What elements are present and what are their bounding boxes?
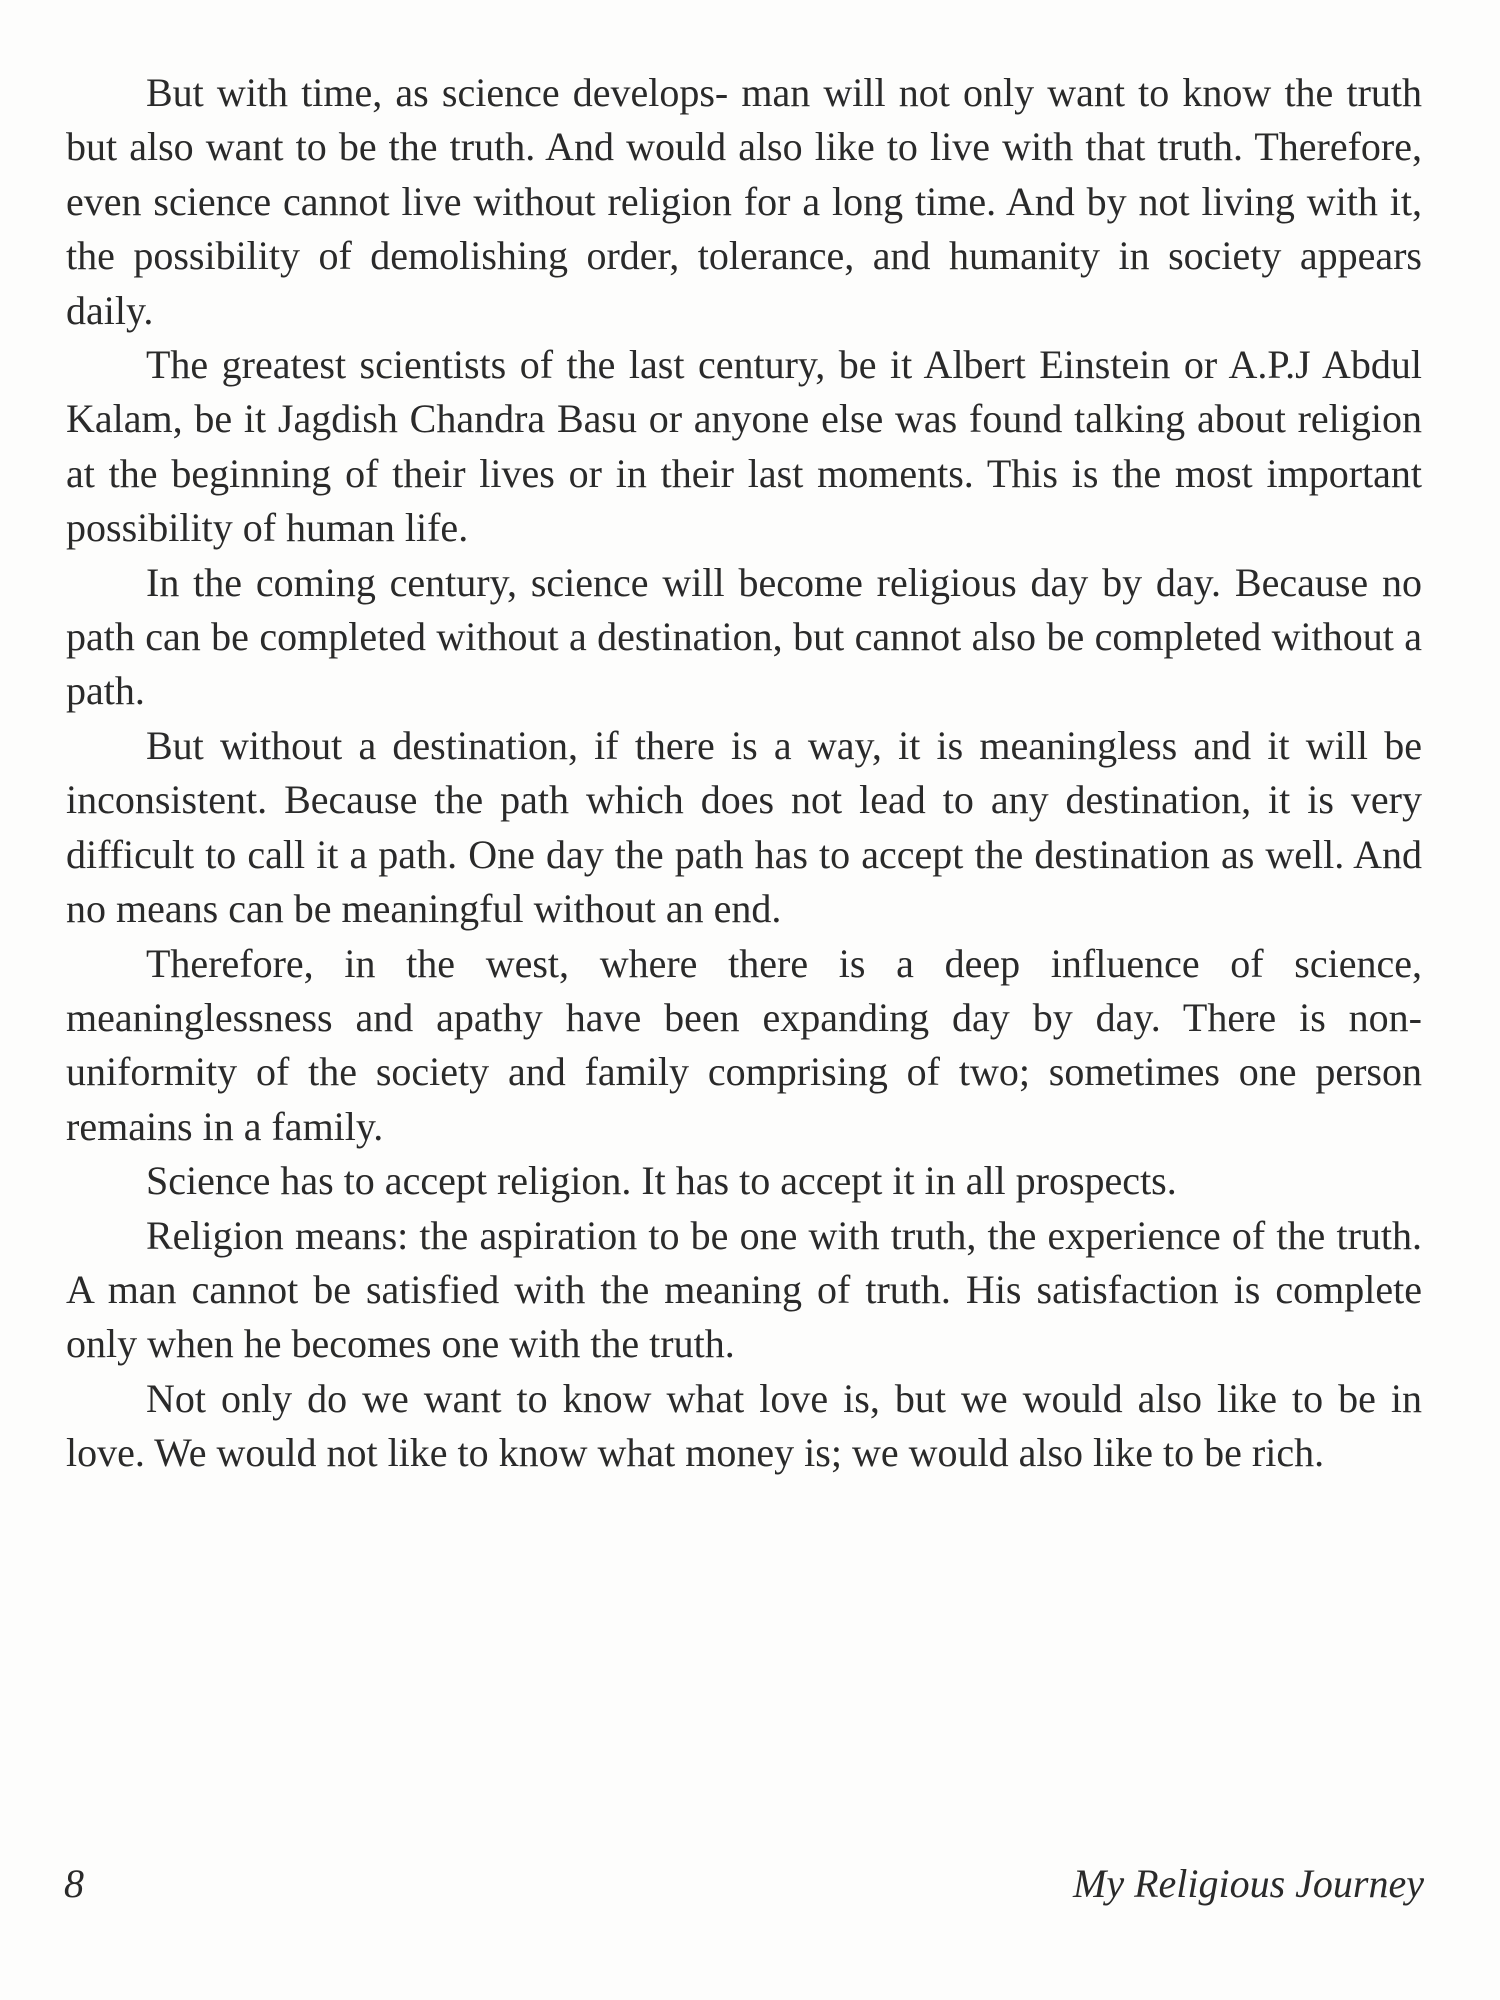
page-footer: [64, 1860, 1424, 1920]
paragraph-5: Therefore, in the west, where there is a deep influence of science, meaninglessness and apathy have been expanding day by day. There is non-uniformity of the society and family comprising of two; sometimes one person remains in a family.: [66, 940, 1422, 1149]
body-text: [66, 66, 1422, 1481]
page-number: 8: [64, 1861, 84, 1906]
paragraph-1: But with time, as science develops- man will not only want to know the truth but also want to be the truth. And would also like to live with that truth. Therefore, even science cannot live without religion for a long time. And by not living with it, the possibility of demolishing order, tolerance, and humanity in society appears daily.: [66, 70, 1422, 333]
paragraph-4: But without a destination, if there is a way, it is meaningless and it will be inconsistent. Because the path which does not lead to any destination, it is very difficult to call it a path. One day the path has to accept the destination as well. And no means can be meaningful without an end.: [66, 722, 1422, 932]
paragraph-2: The greatest scientists of the last century, be it Albert Einstein or A.P.J Abdul Kalam, be it Jagdish Chandra Basu or anyone else was found talking about religion at the beginning of their lives or in their last moments. This is the most important possibility of human life.: [66, 342, 1422, 551]
paragraph-3: In the coming century, science will become religious day by day. Because no path can be completed without a destination, but cannot also be completed without a path.: [66, 559, 1422, 714]
book-title: My Religious Journey: [1073, 1861, 1424, 1906]
paragraph-8: Not only do we want to know what love is, but we would also like to be in love. We would not like to know what money is; we would also like to be rich.: [66, 1375, 1422, 1476]
paragraph-6: Science has to accept religion. It has to accept it in all prospects.: [146, 1158, 1177, 1204]
paragraph-7: Religion means: the aspiration to be one with truth, the experience of the truth. A man cannot be satisfied with the meaning of truth. His satisfaction is complete only when he becomes one with the truth.: [66, 1212, 1422, 1367]
